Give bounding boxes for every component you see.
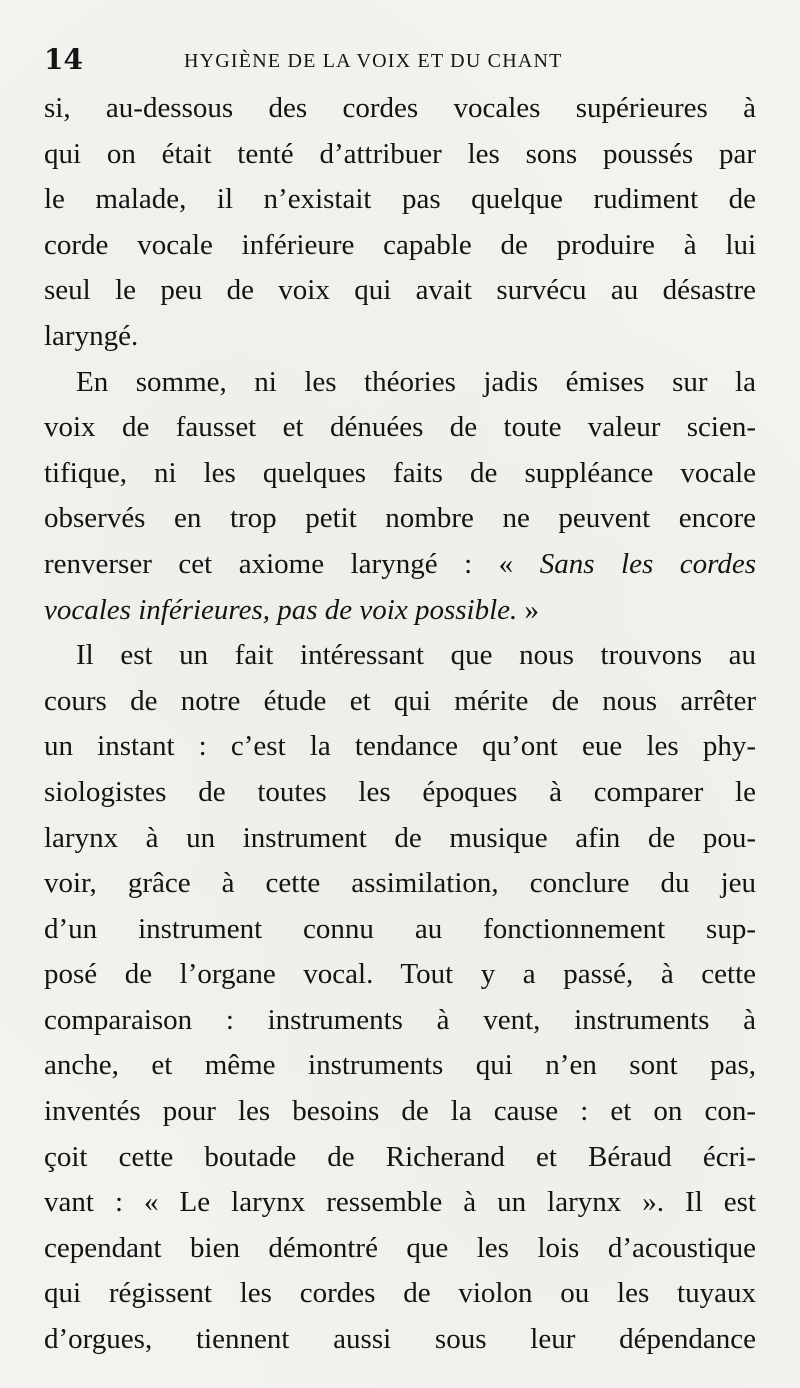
text-line: vant : « Le larynx ressemble à un larynx ». Il est <box>44 1186 756 1219</box>
italic-text-segment: Sans les cordes <box>539 547 756 580</box>
text-line: seul le peu de voix qui avait survécu au désastre <box>44 274 756 307</box>
text-line: Il est un fait intéressant que nous trouvons au <box>76 639 756 672</box>
running-head: HYGIÈNE DE LA VOIX ET DU CHANT <box>184 50 563 72</box>
text-line: laryngé. <box>44 319 139 352</box>
body-text <box>44 86 756 1363</box>
text-line: voir, grâce à cette assimilation, conclure du jeu <box>44 867 756 900</box>
text-line: larynx à un instrument de musique afin de pou- <box>44 821 756 854</box>
text-line <box>44 542 756 588</box>
text-line <box>44 588 756 634</box>
text-line: corde vocale inférieure capable de produire à lui <box>44 228 756 261</box>
text-line: çoit cette boutade de Richerand et Béraud écri- <box>44 1140 756 1173</box>
text-line: En somme, ni les théories jadis émises sur la <box>76 365 756 398</box>
text-line: qui régissent les cordes de violon ou les tuyaux <box>44 1277 756 1310</box>
text-line: un instant : c’est la tendance qu’ont eue les phy- <box>44 730 756 763</box>
text-line: posé de l’organe vocal. Tout y a passé, à cette <box>44 958 756 991</box>
text-line: inventés pour les besoins de la cause : et on con- <box>44 1095 756 1128</box>
text-line: d’un instrument connu au fonctionnement sup- <box>44 912 756 945</box>
text-segment: » <box>517 593 540 626</box>
page-header <box>44 42 756 78</box>
text-line: si, au-dessous des cordes vocales supérieures à <box>44 92 756 124</box>
text-line: d’orgues, tiennent aussi sous leur dépendance <box>44 1323 756 1356</box>
text-line: cependant bien démontré que les lois d’acoustique <box>44 1231 756 1264</box>
page-number: 14 <box>44 43 83 76</box>
text-line: anche, et même instruments qui n’en sont pas, <box>44 1049 756 1082</box>
text-line: observés en trop petit nombre ne peuvent encore <box>44 502 756 535</box>
text-line: tifique, ni les quelques faits de suppléance vocale <box>44 456 756 489</box>
text-line: voix de fausset et dénuées de toute valeur scien- <box>44 411 756 444</box>
text-line: qui on était tenté d’attribuer les sons poussés par <box>44 137 756 170</box>
text-line: comparaison : instruments à vent, instruments à <box>44 1003 756 1036</box>
text-line: cours de notre étude et qui mérite de nous arrêter <box>44 684 756 717</box>
text-segment: renverser cet axiome laryngé : « <box>44 547 540 580</box>
text-line: siologistes de toutes les époques à comparer le <box>44 775 756 808</box>
text-line: le malade, il n’existait pas quelque rudiment de <box>44 183 756 216</box>
italic-text-segment: vocales inférieures, pas de voix possible. <box>44 593 518 626</box>
